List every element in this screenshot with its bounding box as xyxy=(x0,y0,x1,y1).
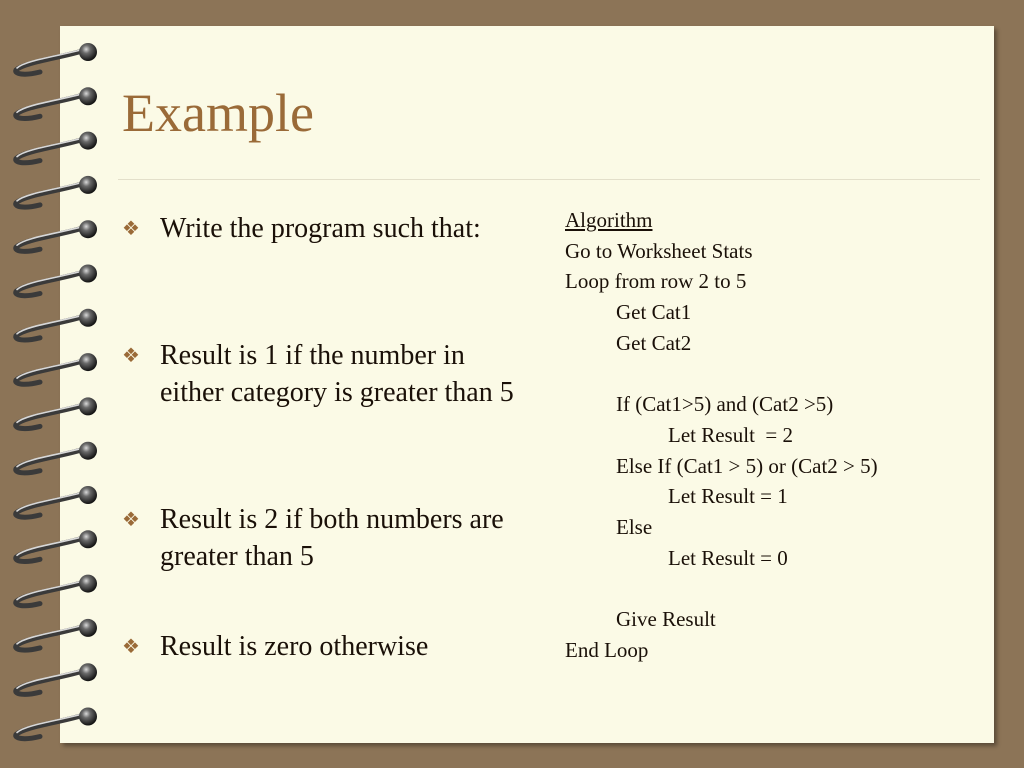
binding-hole-icon xyxy=(79,87,97,105)
binding-hole-icon xyxy=(79,442,97,460)
spiral-ring-icon xyxy=(16,183,86,207)
binding-hole-icon xyxy=(79,43,97,61)
algorithm-line: Else xyxy=(616,514,653,539)
binding-hole-icon xyxy=(79,663,97,681)
bullet-text: Result is zero otherwise xyxy=(160,631,429,662)
binding-hole-icon xyxy=(79,530,97,548)
bullet-text: Result is 1 if the number in either category is greater than 5 xyxy=(160,340,514,408)
binding-hole-icon xyxy=(79,176,97,194)
slide-title: Example xyxy=(122,83,314,143)
bullet-item xyxy=(122,337,522,411)
spiral-ring-icon xyxy=(16,715,86,739)
spiral-ring-icon xyxy=(16,94,86,118)
algorithm-blank-line xyxy=(565,573,985,604)
algorithm-line: Give Result xyxy=(616,606,716,631)
diamond-bullet-icon: ❖ xyxy=(122,343,140,367)
spiral-ring-icon xyxy=(16,449,86,473)
bullet-item xyxy=(122,501,522,575)
binding-hole-icon xyxy=(79,353,97,371)
spiral-ring-icon xyxy=(16,626,86,650)
algorithm-line: Get Cat2 xyxy=(616,330,692,355)
algorithm-heading: Algorithm xyxy=(565,208,653,232)
binding-hole-icon xyxy=(79,486,97,504)
algorithm-line: Let Result = 0 xyxy=(668,545,788,570)
algorithm-blank-line xyxy=(565,358,985,389)
binding-hole-icon xyxy=(79,265,97,283)
title-divider xyxy=(118,179,980,180)
spiral-ring-icon xyxy=(16,670,86,694)
binding-hole-icon xyxy=(79,575,97,593)
spiral-binding-icon xyxy=(0,0,110,768)
binding-hole-icon xyxy=(79,397,97,415)
spiral-ring-icon xyxy=(16,404,86,428)
algorithm-line: Let Result = 2 xyxy=(668,422,793,447)
algorithm-block xyxy=(565,205,985,665)
spiral-ring-icon xyxy=(16,227,86,251)
binding-hole-icon xyxy=(79,708,97,726)
binding-hole-icon xyxy=(79,619,97,637)
diamond-bullet-icon: ❖ xyxy=(122,507,140,531)
algorithm-line: Let Result = 1 xyxy=(668,484,788,509)
diamond-bullet-icon: ❖ xyxy=(122,634,140,658)
algorithm-line: Loop from row 2 to 5 xyxy=(565,269,747,294)
binding-hole-icon xyxy=(79,132,97,150)
algorithm-line: Else If (Cat1 > 5) or (Cat2 > 5) xyxy=(616,453,878,478)
spiral-ring-icon xyxy=(16,316,86,340)
spiral-ring-icon xyxy=(16,537,86,561)
spiral-ring-icon xyxy=(16,139,86,163)
bullet-item xyxy=(122,628,522,665)
algorithm-line: Get Cat1 xyxy=(616,300,692,325)
spiral-ring-icon xyxy=(16,272,86,296)
diamond-bullet-icon: ❖ xyxy=(122,216,140,240)
spiral-ring-icon xyxy=(16,493,86,517)
bullet-item xyxy=(122,210,522,247)
algorithm-line: Go to Worksheet Stats xyxy=(565,238,753,263)
binding-hole-icon xyxy=(79,220,97,238)
bullet-text: Result is 2 if both numbers are greater than 5 xyxy=(160,504,504,572)
binding-hole-icon xyxy=(79,309,97,327)
spiral-ring-icon xyxy=(16,582,86,606)
algorithm-line: End Loop xyxy=(565,637,649,662)
spiral-ring-icon xyxy=(16,50,86,74)
spiral-ring-icon xyxy=(16,360,86,384)
algorithm-line: If (Cat1>5) and (Cat2 >5) xyxy=(616,392,834,417)
bullet-text: Write the program such that: xyxy=(160,213,481,244)
